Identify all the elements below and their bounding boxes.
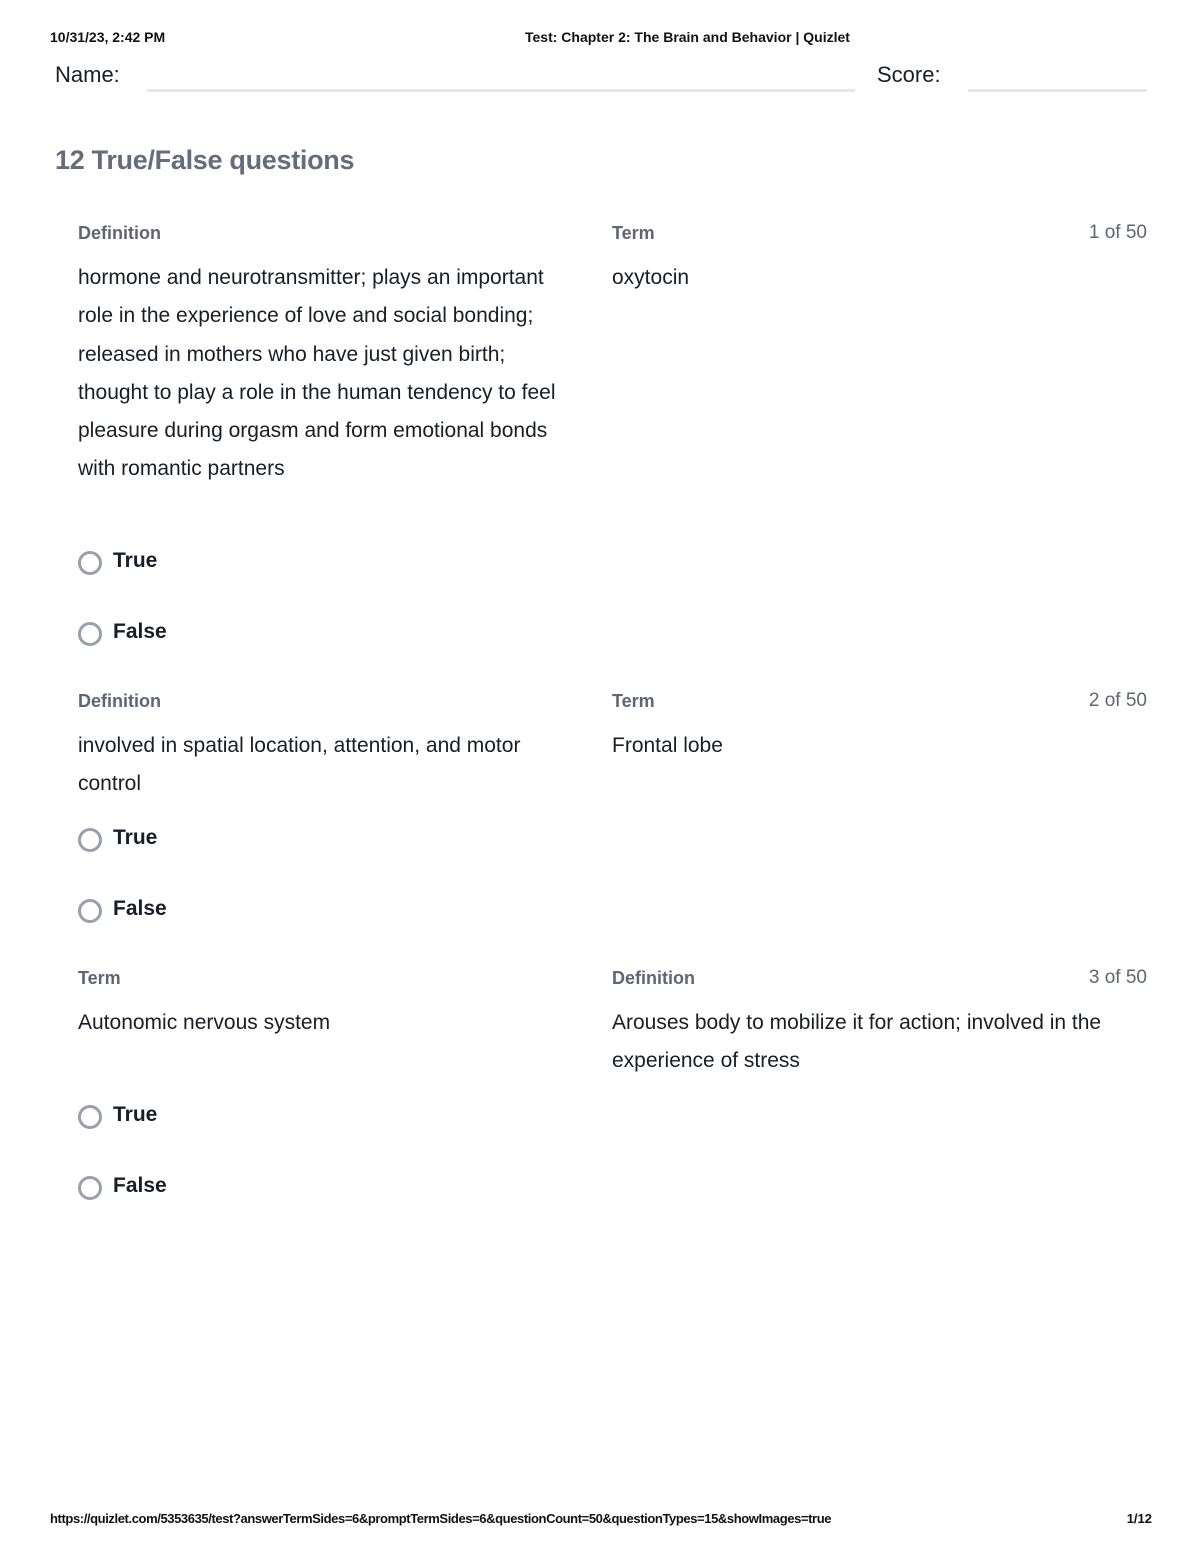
prompt-side-label: Term — [78, 968, 121, 988]
radio-button-icon[interactable] — [78, 1176, 102, 1200]
radio-button-icon[interactable] — [78, 551, 102, 575]
question-answer — [612, 221, 1132, 297]
name-score-row — [55, 60, 1147, 96]
question-answer — [612, 689, 1132, 765]
print-date: 10/31/23, 2:42 PM — [50, 29, 166, 45]
section-title: 12 True/False questions — [55, 145, 355, 175]
question-counter: 2 of 50 — [1088, 690, 1147, 711]
option-true-label[interactable]: True — [113, 549, 158, 572]
score-field[interactable] — [968, 89, 1147, 92]
radio-button-icon[interactable] — [78, 899, 102, 923]
name-label: Name: — [55, 62, 120, 87]
score-label: Score: — [877, 62, 941, 87]
option-false-label[interactable]: False — [113, 897, 167, 920]
question-counter: 1 of 50 — [1088, 222, 1147, 243]
answer-text: oxytocin — [612, 266, 690, 289]
name-field[interactable] — [147, 89, 855, 92]
print-url: https://quizlet.com/5353635/test?answerTermSides=6&promptTermSides=6&questionCount=50&questionTypes=15&showImages=true — [50, 1511, 832, 1526]
question-prompt — [78, 221, 578, 489]
answer-side-label: Definition — [612, 968, 695, 988]
answer-side-label: Term — [612, 223, 655, 243]
print-footer — [50, 1511, 1152, 1529]
option-false-label[interactable]: False — [113, 620, 167, 643]
radio-button-icon[interactable] — [78, 1105, 102, 1129]
option-true-label[interactable]: True — [113, 826, 158, 849]
radio-button-icon[interactable] — [78, 828, 102, 852]
prompt-side-label: Definition — [78, 691, 161, 711]
answer-side-label: Term — [612, 691, 655, 711]
question-answer — [612, 966, 1132, 1081]
option-true-label[interactable]: True — [113, 1103, 158, 1126]
page-number: 1/12 — [1126, 1511, 1152, 1526]
print-page-title: Test: Chapter 2: The Brain and Behavior | Quizlet — [525, 29, 850, 45]
question-prompt — [78, 966, 578, 1042]
prompt-text: Autonomic nervous system — [78, 1011, 331, 1034]
option-false-label[interactable]: False — [113, 1174, 167, 1197]
prompt-text: hormone and neurotransmitter; plays an important role in the experience of love and social bonding; released in mothers who have just given birth; thought to play a role in the human tendency to feel pleasure during orgasm and form emotional bonds with romantic partners — [78, 266, 556, 481]
question-prompt — [78, 689, 578, 804]
answer-text: Arouses body to mobilize it for action; involved in the experience of stress — [612, 1011, 1102, 1073]
print-header — [50, 29, 1150, 47]
question-counter: 3 of 50 — [1088, 967, 1147, 988]
prompt-text: involved in spatial location, attention, and motor control — [78, 734, 521, 796]
answer-text: Frontal lobe — [612, 734, 723, 757]
prompt-side-label: Definition — [78, 223, 161, 243]
radio-button-icon[interactable] — [78, 622, 102, 646]
